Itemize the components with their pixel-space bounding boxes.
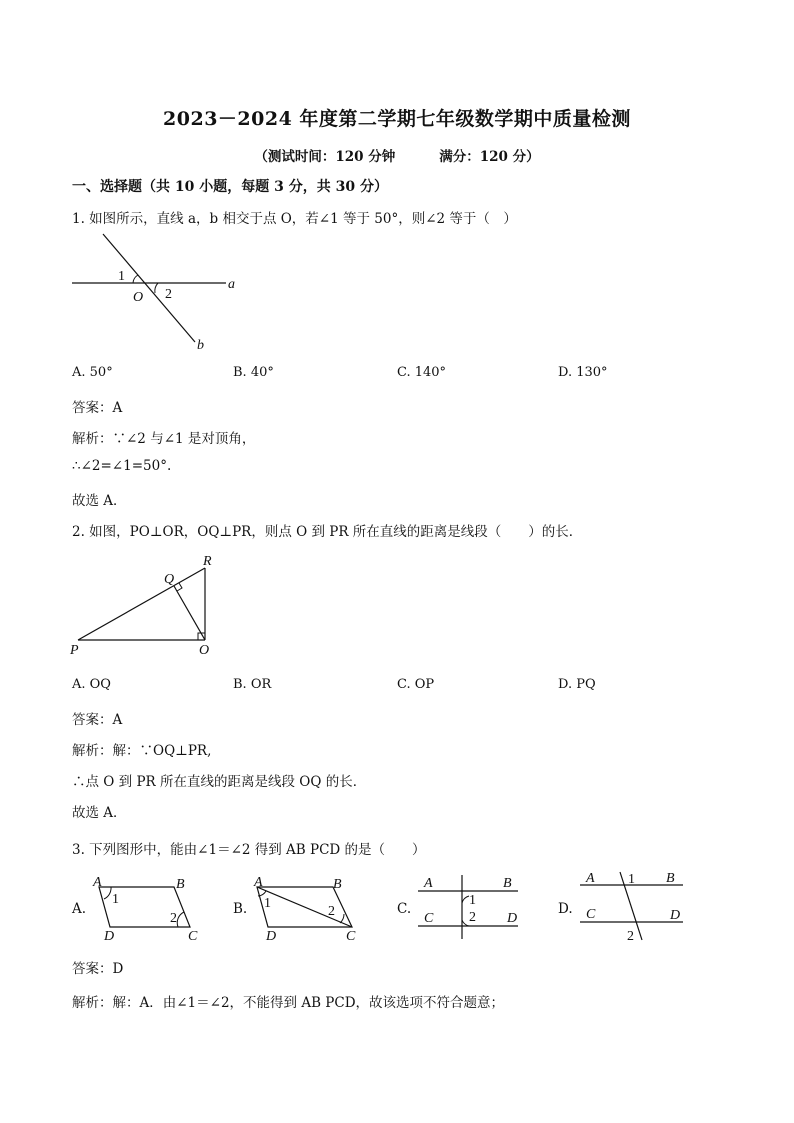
q3-option-c-letter: C. xyxy=(397,901,412,917)
q1-option-d: D. 130° xyxy=(558,365,608,380)
q2-label-Q: Q xyxy=(164,572,175,587)
q3c-label-C: C xyxy=(424,911,434,926)
q3-answer: 答案：D xyxy=(72,961,124,977)
q2-analysis-3: 故选 A． xyxy=(72,805,127,821)
q3-figure-a xyxy=(92,875,198,944)
q3-figure-d xyxy=(580,871,683,944)
exam-score: 满分：120 分） xyxy=(439,149,540,165)
q3d-label-C: C xyxy=(586,907,596,922)
q3b-label-C: C xyxy=(346,929,356,944)
q2-analysis-1: 解析：解：∵OQ⊥PR, xyxy=(72,743,212,759)
q3c-label-B: B xyxy=(503,876,512,891)
q2-option-d: D. PQ xyxy=(558,677,596,692)
q1-answer: 答案：A xyxy=(72,400,123,416)
q2-option-a: A. OQ xyxy=(72,677,111,692)
section-heading: 一、选择题（共 10 小题，每题 3 分，共 30 分） xyxy=(72,179,388,195)
q1-analysis-3: 故选 A． xyxy=(72,493,127,509)
q2-option-b: B. OR xyxy=(233,677,272,692)
q1-label-O: O xyxy=(133,290,144,305)
q1-option-b: B. 40° xyxy=(233,365,274,380)
q3b-label-1: 1 xyxy=(264,896,271,911)
q3a-label-B: B xyxy=(176,877,185,892)
q3b-label-D: D xyxy=(266,929,277,944)
q1-option-a: A. 50° xyxy=(72,365,113,380)
q1-analysis-1: 解析：∵∠2 与∠1 是对顶角， xyxy=(72,431,256,447)
q2-analysis-2: ∴点 O 到 PR 所在直线的距离是线段 OQ 的长． xyxy=(72,774,367,790)
q3-figure-b xyxy=(253,875,356,944)
q3b-label-B: B xyxy=(333,877,342,892)
q1-option-c: C. 140° xyxy=(397,365,447,380)
exam-time: （测试时间：120 分钟 xyxy=(254,149,396,165)
q1-label-b: b xyxy=(197,338,204,353)
q3a-label-2: 2 xyxy=(170,911,177,926)
q2-stem: 2. 如图，PO⊥OR，OQ⊥PR，则点 O 到 PR 所在直线的距离是线段（ ）的长． xyxy=(72,524,583,540)
q1-label-2: 2 xyxy=(165,287,172,302)
q3a-label-D: D xyxy=(104,929,115,944)
q2-label-P: P xyxy=(70,643,79,658)
q3-option-b-letter: B. xyxy=(233,901,248,917)
q3a-label-1: 1 xyxy=(112,892,119,907)
q3b-label-A: A xyxy=(254,875,263,890)
q3-analysis-1: 解析：解：A．由∠1＝∠2，不能得到 AB PCD，故该选项不符合题意； xyxy=(72,995,505,1011)
q3d-label-B: B xyxy=(666,871,675,886)
q2-answer: 答案：A xyxy=(72,712,123,728)
q2-label-R: R xyxy=(203,554,212,569)
q3-figure-c xyxy=(418,875,518,939)
q2-label-O: O xyxy=(199,643,210,658)
q1-label-1: 1 xyxy=(118,269,125,284)
q1-label-a: a xyxy=(228,277,235,292)
q3a-label-C: C xyxy=(188,929,198,944)
q3c-label-1: 1 xyxy=(469,893,476,908)
q3-stem: 3. 下列图形中，能由∠1＝∠2 得到 AB PCD 的是（ ） xyxy=(72,842,426,858)
q1-stem: 1. 如图所示，直线 a，b 相交于点 O，若∠1 等于 50°，则∠2 等于（ ） xyxy=(72,211,517,227)
page-title: 2023－2024 年度第二学期七年级数学期中质量检测 xyxy=(163,108,631,130)
q3-option-a-letter: A. xyxy=(72,901,87,917)
q2-option-c: C. OP xyxy=(397,677,435,692)
q3d-label-A: A xyxy=(586,871,595,886)
q3c-label-D: D xyxy=(507,911,518,926)
q3d-label-2: 2 xyxy=(627,929,634,944)
q3d-label-1: 1 xyxy=(628,872,635,887)
q3b-label-2: 2 xyxy=(328,904,335,919)
q1-analysis-2: ∴∠2=∠1=50°. xyxy=(72,458,172,474)
q3c-label-A: A xyxy=(424,876,433,891)
q3a-label-A: A xyxy=(93,875,102,890)
q3d-label-D: D xyxy=(670,908,681,923)
q3-option-d-letter: D. xyxy=(558,901,573,917)
q3c-label-2: 2 xyxy=(469,910,476,925)
